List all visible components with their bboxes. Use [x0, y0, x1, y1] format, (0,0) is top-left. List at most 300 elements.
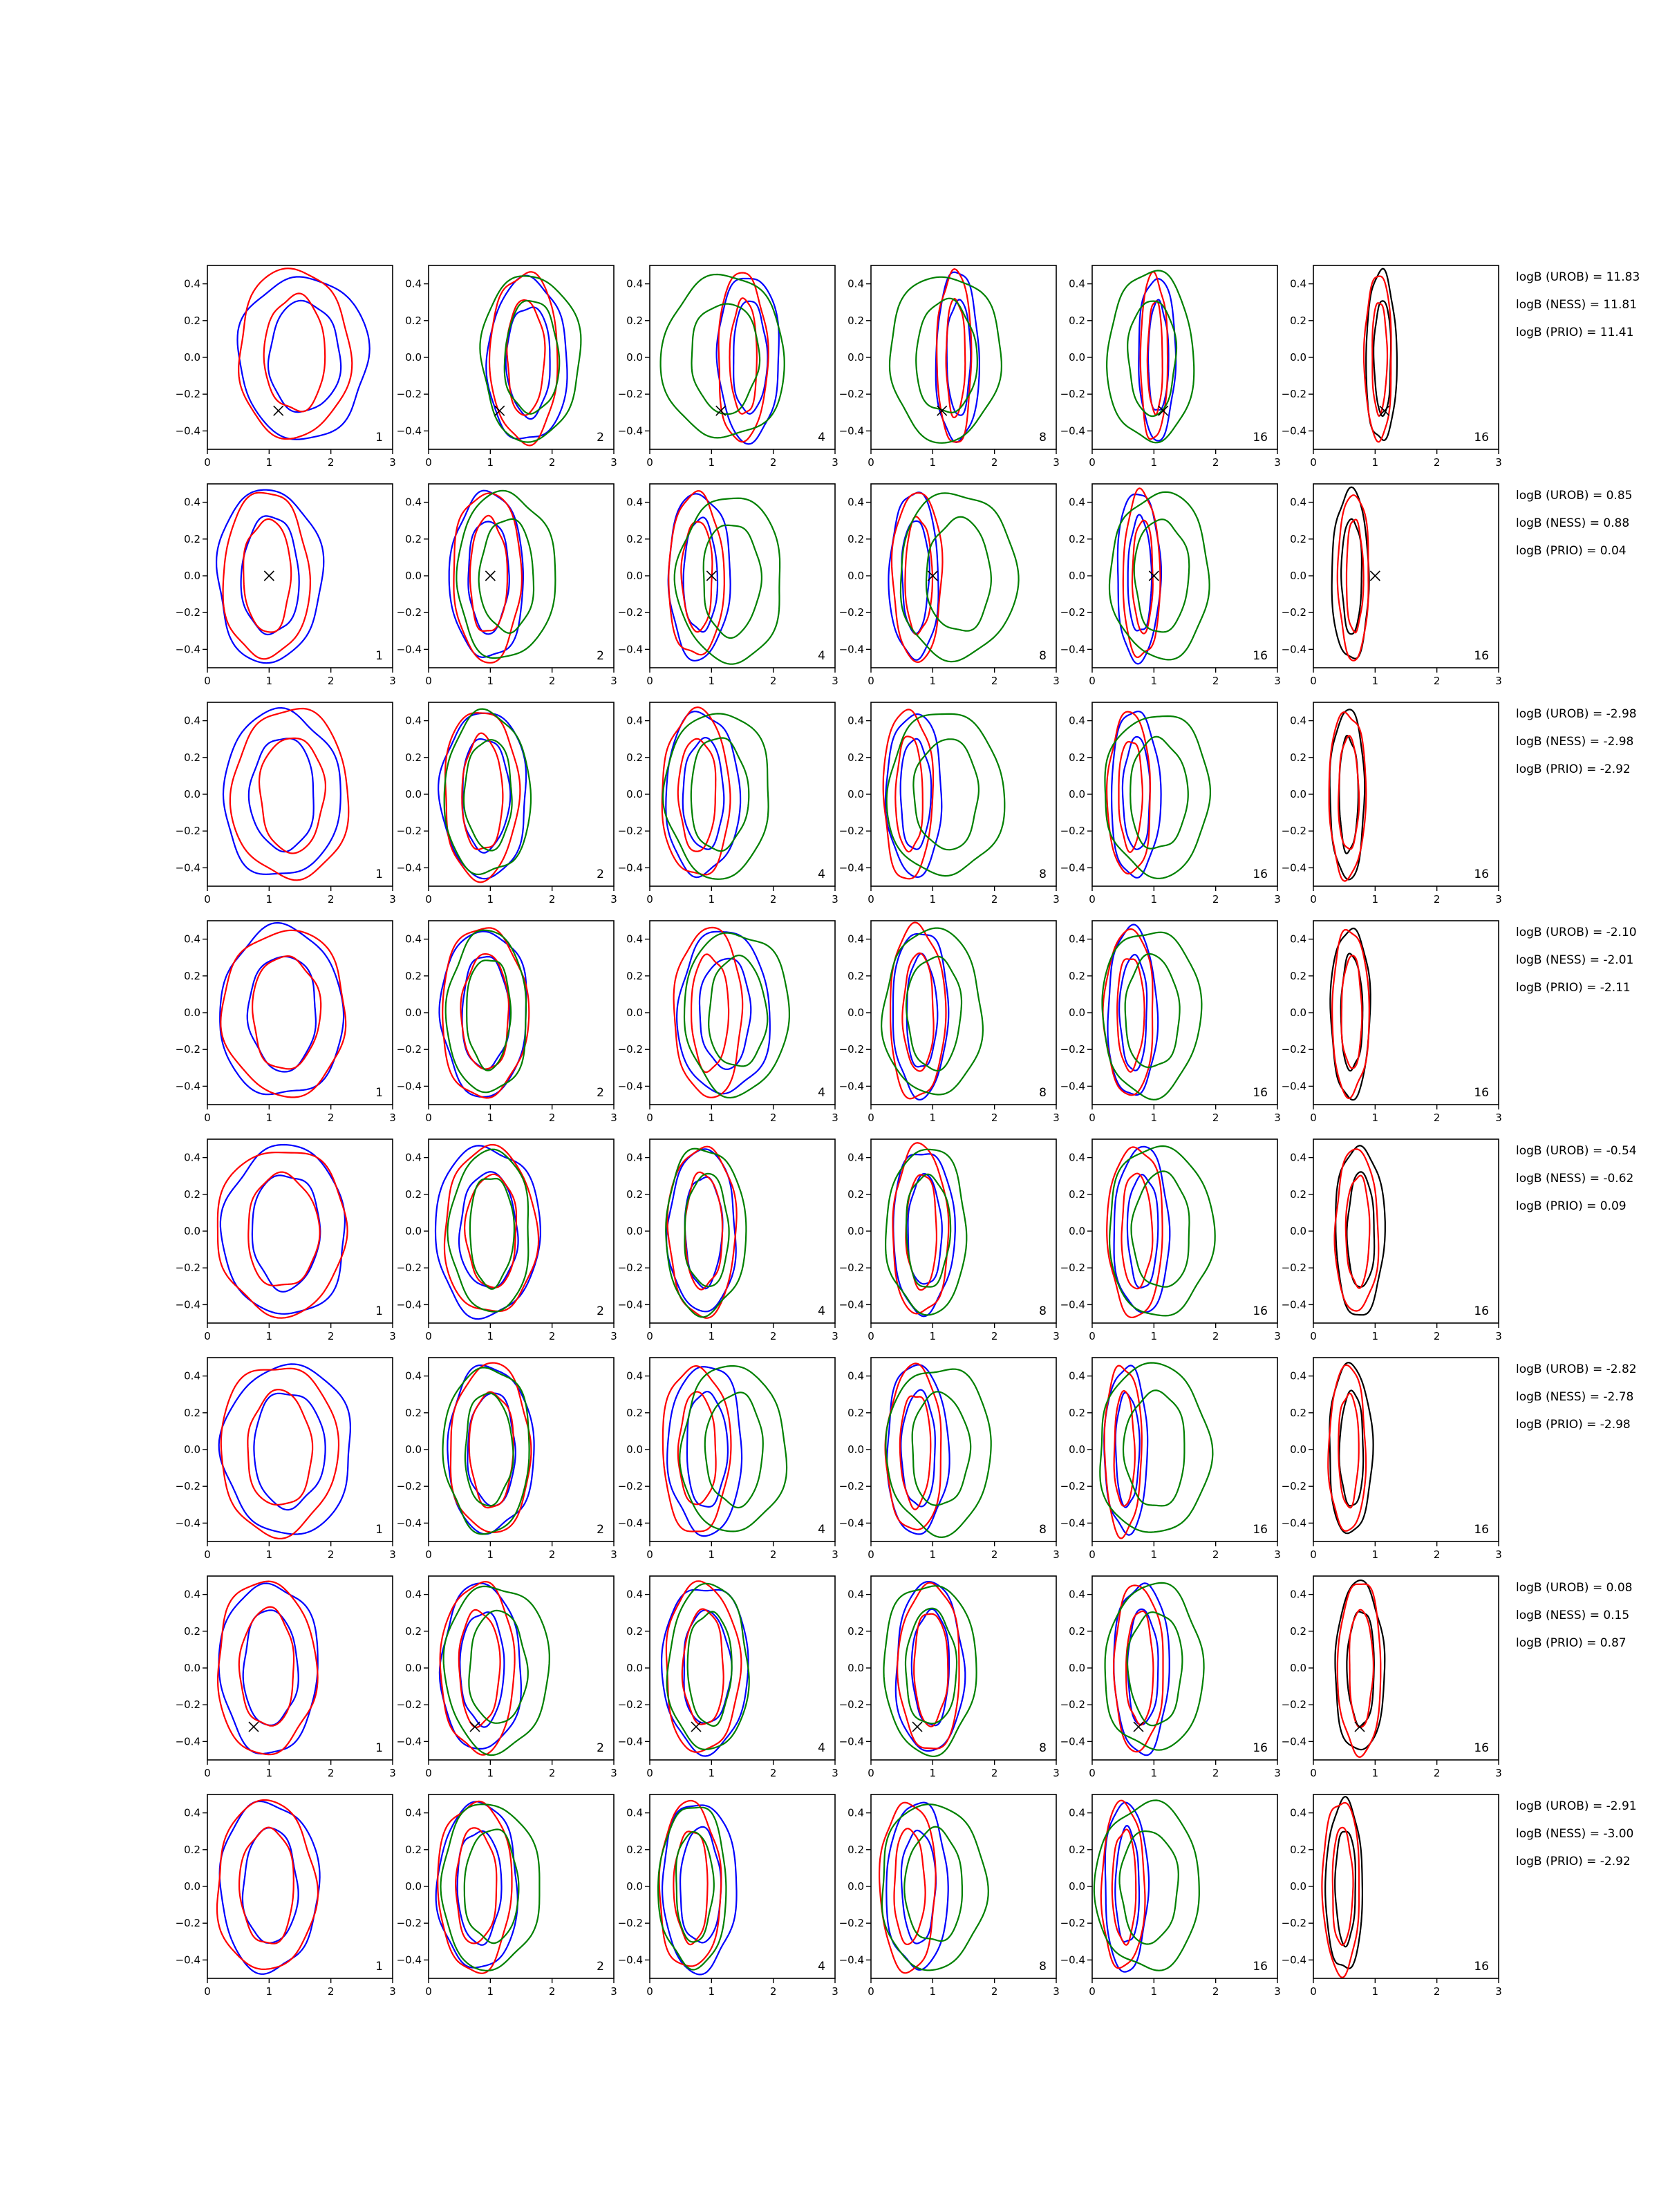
y-tick-label: −0.2: [175, 388, 200, 401]
x-tick-label: 3: [389, 1985, 396, 1998]
y-tick-label: 0.2: [626, 1843, 643, 1856]
y-tick-label: 0.2: [405, 969, 422, 982]
x-tick-label: 1: [1150, 1548, 1158, 1561]
y-tick-label: −0.4: [175, 1735, 200, 1748]
y-tick-label: −0.4: [1281, 861, 1306, 874]
x-tick-label: 0: [1310, 1767, 1317, 1779]
x-tick-label: 0: [868, 456, 874, 469]
y-tick-label: −0.4: [838, 1953, 864, 1967]
y-tick-label: 0.0: [184, 1443, 200, 1456]
logb-label: logB (UROB) = -2.98: [1516, 707, 1637, 721]
x-tick-label: 3: [1274, 893, 1281, 906]
y-tick-label: −0.4: [838, 861, 864, 874]
x-tick-label: 1: [929, 1330, 937, 1342]
y-tick-label: −0.2: [617, 1698, 643, 1712]
logb-label: logB (NESS) = -3.00: [1516, 1827, 1634, 1841]
y-tick-label: 0.2: [1069, 1624, 1085, 1638]
y-tick-label: 0.2: [184, 751, 200, 764]
x-tick-label: 0: [204, 1330, 211, 1342]
y-tick-label: −0.4: [1060, 1735, 1085, 1748]
y-tick-label: −0.2: [617, 1480, 643, 1493]
y-tick-label: 0.4: [405, 932, 422, 946]
x-tick-label: 1: [1371, 456, 1379, 469]
y-tick-label: 0.2: [405, 314, 422, 327]
y-tick-label: 0.4: [405, 496, 422, 509]
y-tick-label: 0.2: [626, 314, 643, 327]
y-tick-label: 0.2: [184, 1624, 200, 1638]
y-tick-label: 0.2: [1069, 969, 1085, 982]
y-tick-label: 0.2: [847, 969, 864, 982]
y-tick-label: −0.4: [1060, 861, 1085, 874]
x-tick-label: 1: [708, 675, 715, 687]
y-tick-label: 0.4: [847, 496, 864, 509]
y-tick-label: 0.0: [1069, 570, 1085, 582]
x-tick-label: 0: [425, 1548, 432, 1561]
y-tick-label: −0.4: [175, 1080, 200, 1093]
x-tick-label: 3: [1053, 456, 1060, 469]
y-tick-label: −0.4: [838, 1080, 864, 1093]
y-tick-label: −0.4: [838, 1298, 864, 1311]
x-tick-label: 2: [1212, 1985, 1219, 1998]
x-tick-label: 0: [1310, 1985, 1317, 1998]
x-tick-label: 2: [769, 456, 777, 469]
x-tick-label: 0: [425, 1767, 432, 1779]
x-tick-label: 2: [1212, 1548, 1219, 1561]
logb-label: logB (UROB) = -2.10: [1516, 926, 1637, 939]
y-tick-label: −0.4: [396, 1517, 422, 1530]
x-tick-label: 1: [487, 456, 494, 469]
y-tick-label: 0.0: [626, 1880, 643, 1893]
logb-annotations-row-4: [1516, 926, 1637, 995]
x-tick-label: 2: [1433, 675, 1441, 687]
x-tick-label: 3: [610, 675, 617, 687]
y-tick-label: −0.4: [617, 1517, 643, 1530]
panel-label: 16: [1253, 1523, 1268, 1537]
x-tick-label: 3: [1274, 1548, 1281, 1561]
panel-label: 8: [1039, 1304, 1047, 1318]
x-tick-label: 3: [1495, 1548, 1502, 1561]
x-tick-label: 3: [1495, 675, 1502, 687]
x-tick-label: 1: [1371, 1330, 1379, 1342]
y-tick-label: −0.4: [1060, 1298, 1085, 1311]
y-tick-label: 0.2: [1290, 1843, 1306, 1856]
x-tick-label: 2: [548, 456, 556, 469]
x-tick-label: 2: [769, 1767, 777, 1779]
x-tick-label: 1: [1150, 1985, 1158, 1998]
y-tick-label: −0.2: [175, 825, 200, 838]
y-tick-label: 0.0: [184, 788, 200, 800]
y-tick-label: 0.4: [626, 932, 643, 946]
y-tick-label: −0.4: [617, 1080, 643, 1093]
y-tick-label: 0.4: [405, 277, 422, 290]
y-tick-label: −0.4: [175, 643, 200, 656]
logb-label: logB (UROB) = 0.08: [1516, 1581, 1633, 1595]
y-tick-label: 0.2: [1069, 1406, 1085, 1419]
x-tick-label: 3: [1495, 456, 1502, 469]
y-tick-label: −0.2: [175, 1917, 200, 1930]
x-tick-label: 1: [1371, 1985, 1379, 1998]
panel-label: 8: [1039, 868, 1047, 881]
y-tick-label: 0.4: [184, 1806, 200, 1819]
y-tick-label: 0.4: [405, 1806, 422, 1819]
x-tick-label: 0: [425, 456, 432, 469]
y-tick-label: 0.0: [1069, 1225, 1085, 1237]
x-tick-label: 3: [389, 1767, 396, 1779]
y-tick-label: 0.2: [626, 1624, 643, 1638]
panel-label: 16: [1253, 868, 1268, 881]
x-tick-label: 1: [929, 1767, 937, 1779]
panel-label: 16: [1474, 649, 1489, 663]
y-tick-label: −0.4: [838, 643, 864, 656]
panel-label: 1: [375, 1304, 383, 1318]
x-tick-label: 0: [204, 675, 211, 687]
x-tick-label: 1: [1150, 675, 1158, 687]
y-tick-label: 0.4: [847, 932, 864, 946]
logb-label: logB (PRIO) = -2.92: [1516, 1855, 1631, 1868]
y-tick-label: 0.0: [626, 1006, 643, 1019]
logb-annotations-row-1: [1516, 270, 1640, 339]
x-tick-label: 1: [265, 1767, 273, 1779]
x-tick-label: 1: [708, 1112, 715, 1124]
y-tick-label: 0.2: [626, 1406, 643, 1419]
x-tick-label: 1: [487, 1985, 494, 1998]
logb-annotations-row-3: [1516, 707, 1637, 776]
panel-label: 1: [375, 1960, 383, 1974]
panel-label: 2: [597, 1086, 604, 1100]
y-tick-label: 0.0: [1069, 1880, 1085, 1893]
y-tick-label: −0.2: [1060, 1480, 1085, 1493]
y-tick-label: 0.0: [405, 788, 422, 800]
y-tick-label: 0.4: [1069, 496, 1085, 509]
y-tick-label: −0.2: [617, 388, 643, 401]
x-tick-label: 1: [265, 1330, 273, 1342]
x-tick-label: 3: [832, 1985, 838, 1998]
panel-label: 8: [1039, 649, 1047, 663]
panel-label: 16: [1253, 1960, 1268, 1974]
y-tick-label: 0.0: [405, 1443, 422, 1456]
x-tick-label: 3: [832, 1330, 838, 1342]
panel-label: 4: [818, 868, 825, 881]
y-tick-label: 0.2: [184, 969, 200, 982]
y-tick-label: 0.2: [1069, 1188, 1085, 1201]
y-tick-label: 0.2: [1290, 969, 1306, 982]
x-tick-label: 3: [610, 1548, 617, 1561]
x-tick-label: 0: [646, 1767, 653, 1779]
x-tick-label: 0: [1089, 1112, 1096, 1124]
x-tick-label: 0: [646, 675, 653, 687]
x-tick-label: 1: [265, 1112, 273, 1124]
y-tick-label: −0.4: [175, 1517, 200, 1530]
y-tick-label: −0.2: [838, 1480, 864, 1493]
y-tick-label: 0.2: [1290, 1624, 1306, 1638]
panel-label: 8: [1039, 1086, 1047, 1100]
x-tick-label: 3: [389, 1330, 396, 1342]
logb-annotations-row-8: [1516, 1799, 1637, 1868]
x-tick-label: 3: [610, 1112, 617, 1124]
y-tick-label: −0.2: [175, 606, 200, 619]
y-tick-label: 0.0: [626, 351, 643, 364]
x-tick-label: 2: [769, 1548, 777, 1561]
y-tick-label: 0.2: [847, 1843, 864, 1856]
x-tick-label: 2: [1433, 1330, 1441, 1342]
y-tick-label: −0.2: [1060, 606, 1085, 619]
panel-label: 8: [1039, 1741, 1047, 1755]
y-tick-label: 0.2: [626, 751, 643, 764]
y-tick-label: −0.2: [1281, 606, 1306, 619]
y-tick-label: −0.2: [396, 388, 422, 401]
x-tick-label: 0: [204, 1767, 211, 1779]
panel-label: 16: [1474, 431, 1489, 444]
y-tick-label: 0.4: [847, 1369, 864, 1382]
x-tick-label: 1: [1150, 456, 1158, 469]
y-tick-label: 0.4: [184, 496, 200, 509]
y-tick-label: 0.4: [184, 1369, 200, 1382]
x-tick-label: 0: [425, 675, 432, 687]
y-tick-label: 0.4: [405, 714, 422, 727]
x-tick-label: 0: [1310, 456, 1317, 469]
logb-label: logB (UROB) = -0.54: [1516, 1144, 1637, 1158]
y-tick-label: 0.0: [405, 570, 422, 582]
y-tick-label: −0.4: [1281, 1080, 1306, 1093]
y-tick-label: 0.0: [1290, 1443, 1306, 1456]
panel-label: 16: [1253, 1304, 1268, 1318]
y-tick-label: 0.0: [1290, 1006, 1306, 1019]
y-tick-label: −0.4: [1060, 1517, 1085, 1530]
x-tick-label: 3: [389, 893, 396, 906]
y-tick-label: 0.2: [1290, 751, 1306, 764]
y-tick-label: 0.2: [1069, 751, 1085, 764]
y-tick-label: −0.4: [1060, 1080, 1085, 1093]
x-tick-label: 1: [708, 1767, 715, 1779]
y-tick-label: 0.2: [1290, 532, 1306, 545]
y-tick-label: −0.2: [617, 825, 643, 838]
x-tick-label: 2: [327, 1767, 335, 1779]
x-tick-label: 2: [769, 893, 777, 906]
x-tick-label: 2: [1433, 893, 1441, 906]
x-tick-label: 0: [646, 1985, 653, 1998]
y-tick-label: 0.4: [626, 277, 643, 290]
x-tick-label: 1: [487, 675, 494, 687]
x-tick-label: 3: [832, 1767, 838, 1779]
x-tick-label: 1: [1150, 1330, 1158, 1342]
x-tick-label: 3: [832, 893, 838, 906]
x-tick-label: 3: [1495, 893, 1502, 906]
y-tick-label: −0.2: [1060, 388, 1085, 401]
y-tick-label: −0.4: [1281, 1735, 1306, 1748]
y-tick-label: 0.0: [1069, 351, 1085, 364]
x-tick-label: 3: [1274, 1767, 1281, 1779]
x-tick-label: 0: [868, 1330, 874, 1342]
x-tick-label: 0: [1310, 1112, 1317, 1124]
y-tick-label: 0.4: [626, 1588, 643, 1601]
x-tick-label: 3: [1274, 1985, 1281, 1998]
x-tick-label: 2: [548, 1767, 556, 1779]
x-tick-label: 0: [1089, 893, 1096, 906]
y-tick-label: 0.0: [847, 1443, 864, 1456]
y-tick-label: −0.2: [617, 1262, 643, 1275]
y-tick-label: 0.0: [1290, 570, 1306, 582]
x-tick-label: 0: [425, 1330, 432, 1342]
panel-label: 2: [597, 1304, 604, 1318]
y-tick-label: 0.0: [847, 1662, 864, 1674]
y-tick-label: 0.4: [1069, 1369, 1085, 1382]
x-tick-label: 1: [929, 1985, 937, 1998]
panel-label: 16: [1474, 868, 1489, 881]
y-tick-label: −0.2: [1060, 1043, 1085, 1056]
x-tick-label: 3: [389, 1112, 396, 1124]
y-tick-label: 0.4: [1069, 1806, 1085, 1819]
x-tick-label: 1: [708, 456, 715, 469]
x-tick-label: 0: [646, 893, 653, 906]
y-tick-label: 0.2: [405, 1624, 422, 1638]
y-tick-label: 0.0: [626, 1662, 643, 1674]
x-tick-label: 3: [1274, 456, 1281, 469]
x-tick-label: 1: [1371, 893, 1379, 906]
y-tick-label: 0.2: [1069, 1843, 1085, 1856]
y-tick-label: −0.2: [396, 1262, 422, 1275]
y-tick-label: −0.2: [617, 606, 643, 619]
y-tick-label: 0.4: [847, 1806, 864, 1819]
x-tick-label: 3: [1053, 1985, 1060, 1998]
y-tick-label: −0.2: [838, 1043, 864, 1056]
y-tick-label: 0.4: [1069, 714, 1085, 727]
x-tick-label: 2: [548, 893, 556, 906]
x-tick-label: 2: [1433, 1548, 1441, 1561]
x-tick-label: 1: [265, 1985, 273, 1998]
y-tick-label: 0.0: [405, 1225, 422, 1237]
y-tick-label: −0.4: [175, 424, 200, 438]
x-tick-label: 1: [487, 893, 494, 906]
y-tick-label: −0.2: [617, 1043, 643, 1056]
x-tick-label: 3: [1274, 675, 1281, 687]
y-tick-label: 0.0: [847, 788, 864, 800]
logb-annotations-row-2: [1516, 489, 1632, 558]
x-tick-label: 2: [327, 1548, 335, 1561]
x-tick-label: 1: [929, 1548, 937, 1561]
y-tick-label: −0.4: [617, 1953, 643, 1967]
y-tick-label: 0.4: [1290, 1369, 1306, 1382]
y-tick-label: −0.4: [838, 1517, 864, 1530]
x-tick-label: 2: [1212, 1767, 1219, 1779]
y-tick-label: 0.0: [184, 1225, 200, 1237]
y-tick-label: 0.2: [405, 1406, 422, 1419]
y-tick-label: 0.2: [847, 532, 864, 545]
y-tick-label: −0.4: [175, 1953, 200, 1967]
y-tick-label: −0.4: [396, 1953, 422, 1967]
y-tick-label: 0.4: [847, 1588, 864, 1601]
y-tick-label: 0.0: [1290, 1225, 1306, 1237]
y-tick-label: 0.2: [847, 751, 864, 764]
panel-label: 4: [818, 1086, 825, 1100]
y-tick-label: −0.2: [175, 1043, 200, 1056]
x-tick-label: 2: [548, 1330, 556, 1342]
x-tick-label: 2: [548, 1112, 556, 1124]
panel-label: 4: [818, 431, 825, 444]
x-tick-label: 2: [991, 1767, 998, 1779]
x-tick-label: 2: [1212, 1330, 1219, 1342]
y-tick-label: −0.2: [1281, 1262, 1306, 1275]
panel-label: 4: [818, 1523, 825, 1537]
x-tick-label: 1: [708, 893, 715, 906]
y-tick-label: −0.2: [838, 1262, 864, 1275]
y-tick-label: −0.4: [175, 1298, 200, 1311]
y-tick-label: −0.2: [1281, 825, 1306, 838]
y-tick-label: −0.4: [617, 1735, 643, 1748]
y-tick-label: 0.0: [184, 351, 200, 364]
x-tick-label: 1: [265, 675, 273, 687]
y-tick-label: −0.4: [838, 424, 864, 438]
x-tick-label: 2: [548, 675, 556, 687]
y-tick-label: −0.2: [1281, 1480, 1306, 1493]
y-tick-label: −0.2: [396, 1698, 422, 1712]
y-tick-label: 0.0: [847, 1225, 864, 1237]
y-tick-label: 0.2: [1069, 314, 1085, 327]
y-tick-label: 0.0: [184, 1662, 200, 1674]
y-tick-label: −0.4: [1060, 1953, 1085, 1967]
x-tick-label: 3: [610, 1767, 617, 1779]
x-tick-label: 3: [1053, 675, 1060, 687]
y-tick-label: −0.2: [838, 825, 864, 838]
x-tick-label: 2: [991, 456, 998, 469]
y-tick-label: −0.4: [396, 424, 422, 438]
logb-label: logB (PRIO) = 0.04: [1516, 544, 1627, 558]
y-tick-label: 0.4: [626, 1369, 643, 1382]
panel-label: 2: [597, 1523, 604, 1537]
y-tick-label: 0.4: [847, 277, 864, 290]
y-tick-label: −0.4: [1281, 1953, 1306, 1967]
y-tick-label: 0.2: [626, 532, 643, 545]
y-tick-label: 0.2: [184, 1843, 200, 1856]
panel-label: 16: [1474, 1741, 1489, 1755]
x-tick-label: 3: [1053, 893, 1060, 906]
y-tick-label: −0.2: [396, 1917, 422, 1930]
x-tick-label: 2: [1433, 1767, 1441, 1779]
x-tick-label: 3: [389, 456, 396, 469]
x-tick-label: 0: [868, 675, 874, 687]
y-tick-label: 0.4: [184, 277, 200, 290]
y-tick-label: 0.0: [847, 1006, 864, 1019]
y-tick-label: 0.0: [405, 1662, 422, 1674]
y-tick-label: −0.2: [1281, 388, 1306, 401]
x-tick-label: 0: [868, 1985, 874, 1998]
y-tick-label: 0.2: [847, 1406, 864, 1419]
x-tick-label: 1: [1371, 1767, 1379, 1779]
y-tick-label: 0.2: [626, 969, 643, 982]
x-tick-label: 2: [327, 1112, 335, 1124]
y-tick-label: 0.2: [1290, 314, 1306, 327]
x-tick-label: 3: [1495, 1330, 1502, 1342]
x-tick-label: 0: [1089, 1767, 1096, 1779]
x-tick-label: 2: [991, 893, 998, 906]
x-tick-label: 0: [646, 456, 653, 469]
y-tick-label: −0.4: [1060, 424, 1085, 438]
x-tick-label: 1: [929, 675, 937, 687]
panel-label: 8: [1039, 1960, 1047, 1974]
y-tick-label: 0.2: [405, 1188, 422, 1201]
panel-label: 16: [1253, 649, 1268, 663]
panel-label: 16: [1253, 431, 1268, 444]
x-tick-label: 2: [769, 1330, 777, 1342]
x-tick-label: 3: [610, 893, 617, 906]
x-tick-label: 2: [1212, 893, 1219, 906]
panel-label: 2: [597, 431, 604, 444]
panel-label: 16: [1474, 1523, 1489, 1537]
y-tick-label: 0.4: [1069, 1151, 1085, 1164]
y-tick-label: 0.4: [847, 714, 864, 727]
x-tick-label: 1: [487, 1112, 494, 1124]
y-tick-label: 0.4: [626, 1151, 643, 1164]
x-tick-label: 0: [1310, 893, 1317, 906]
